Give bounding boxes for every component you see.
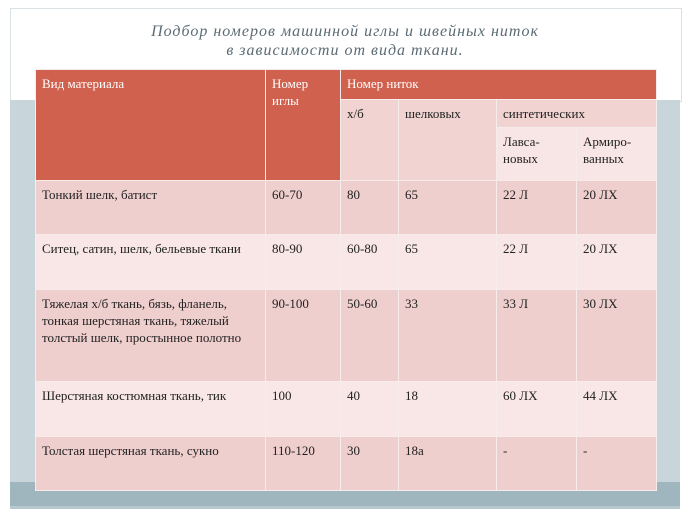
cell-cotton: 60-80 bbox=[341, 235, 399, 290]
header-cotton: х/б bbox=[341, 100, 399, 181]
slide-bottom-line bbox=[10, 506, 680, 509]
cell-needle: 110-120 bbox=[266, 437, 341, 491]
cell-needle: 60-70 bbox=[266, 181, 341, 235]
cell-material: Шерстяная костюмная ткань, тик bbox=[36, 382, 266, 437]
cell-silk: 65 bbox=[399, 235, 497, 290]
table-row bbox=[36, 382, 657, 437]
cell-lavsan: 33 Л bbox=[497, 290, 577, 382]
cell-silk: 18 bbox=[399, 382, 497, 437]
header-material: Вид материала bbox=[36, 70, 266, 181]
slide-title-line-2: в зависимости от вида ткани. bbox=[226, 42, 464, 59]
cell-lavsan: - bbox=[497, 437, 577, 491]
header-needle-number: Номер иглы bbox=[266, 70, 341, 181]
cell-silk: 18а bbox=[399, 437, 497, 491]
cell-silk: 33 bbox=[399, 290, 497, 382]
cell-needle: 80-90 bbox=[266, 235, 341, 290]
cell-cotton: 40 bbox=[341, 382, 399, 437]
table-row bbox=[36, 181, 657, 235]
cell-needle: 90-100 bbox=[266, 290, 341, 382]
cell-cotton: 30 bbox=[341, 437, 399, 491]
cell-cotton: 50-60 bbox=[341, 290, 399, 382]
header-synthetic: синтетических bbox=[497, 100, 657, 128]
cell-lavsan: 22 Л bbox=[497, 181, 577, 235]
cell-armored: 20 ЛХ bbox=[577, 235, 657, 290]
cell-armored: 20 ЛХ bbox=[577, 181, 657, 235]
cell-needle: 100 bbox=[266, 382, 341, 437]
header-thread-number: Номер ниток bbox=[341, 70, 657, 100]
cell-lavsan: 22 Л bbox=[497, 235, 577, 290]
cell-material: Ситец, сатин, шелк, бельевые ткани bbox=[36, 235, 266, 290]
slide-title bbox=[0, 22, 690, 60]
cell-cotton: 80 bbox=[341, 181, 399, 235]
table-row bbox=[36, 437, 657, 491]
cell-lavsan: 60 ЛХ bbox=[497, 382, 577, 437]
header-silk: шелковых bbox=[399, 100, 497, 181]
cell-material: Тонкий шелк, батист bbox=[36, 181, 266, 235]
table-row bbox=[36, 235, 657, 290]
table-row bbox=[36, 290, 657, 382]
cell-silk: 65 bbox=[399, 181, 497, 235]
cell-material: Толстая шерстяная ткань, сукно bbox=[36, 437, 266, 491]
cell-material: Тяжелая х/б ткань, бязь, фланель, тонкая шерстяная ткань, тяжелый толстый шелк, простынное полотно bbox=[36, 290, 266, 382]
cell-armored: 30 ЛХ bbox=[577, 290, 657, 382]
slide-title-line-1: Подбор номеров машинной иглы и швейных ниток bbox=[151, 23, 539, 40]
header-armored: Армиро- ванных bbox=[577, 128, 657, 181]
cell-armored: - bbox=[577, 437, 657, 491]
cell-armored: 44 ЛХ bbox=[577, 382, 657, 437]
needle-thread-table bbox=[35, 69, 657, 491]
header-lavsan: Лавса- новых bbox=[497, 128, 577, 181]
